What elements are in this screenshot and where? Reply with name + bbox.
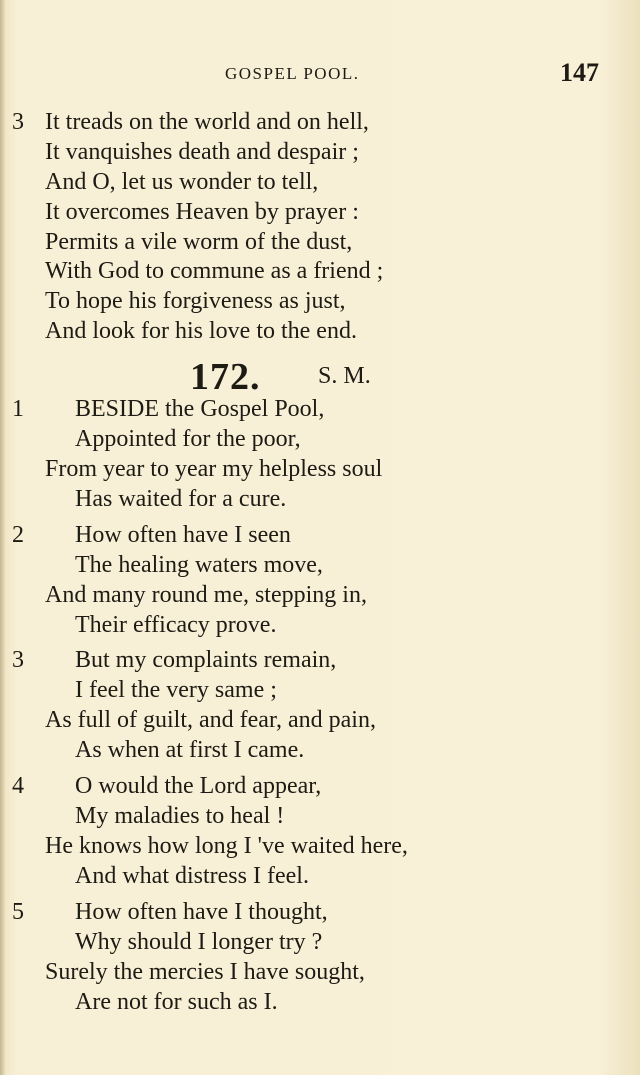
stanza-number: 3 bbox=[12, 647, 24, 673]
verse-line: It vanquishes death and despair ; bbox=[45, 139, 359, 165]
verse-line: From year to year my helpless soul bbox=[45, 456, 383, 482]
verse-line: And what distress I feel. bbox=[75, 863, 309, 889]
verse-line: My maladies to heal ! bbox=[75, 803, 285, 829]
verse-line: As full of guilt, and fear, and pain, bbox=[45, 707, 376, 733]
page-header bbox=[0, 58, 640, 88]
verse-line: 2 How often have I seen bbox=[12, 522, 291, 548]
verse-line: 4 O would the Lord appear, bbox=[12, 773, 322, 799]
verse-line: 5 How often have I thought, bbox=[12, 899, 328, 925]
hymn-number: 172. bbox=[190, 356, 261, 398]
verse-line: And O, let us wonder to tell, bbox=[45, 169, 319, 195]
verse-line: With God to commune as a friend ; bbox=[45, 258, 384, 284]
verse-line: Are not for such as I. bbox=[75, 989, 278, 1015]
stanza-number: 2 bbox=[12, 522, 24, 548]
verse-line: Why should I longer try ? bbox=[75, 929, 323, 955]
verse-line: As when at first I came. bbox=[75, 737, 305, 763]
stanza-number: 3 bbox=[12, 109, 24, 135]
verse-line: He knows how long I 've waited here, bbox=[45, 833, 408, 859]
hymn-heading bbox=[0, 355, 640, 398]
verse-line: To hope his forgiveness as just, bbox=[45, 288, 346, 314]
verse-line: Appointed for the poor, bbox=[75, 426, 301, 452]
verse-line: Permits a vile worm of the dust, bbox=[45, 229, 353, 255]
verse-line: It overcomes Heaven by prayer : bbox=[45, 199, 359, 225]
stanza-number: 1 bbox=[12, 396, 24, 422]
verse-line: I feel the very same ; bbox=[75, 677, 277, 703]
stanza-number: 4 bbox=[12, 773, 24, 799]
verse-line: Surely the mercies I have sought, bbox=[45, 959, 365, 985]
verse-line: And many round me, stepping in, bbox=[45, 582, 367, 608]
page-number: 147 bbox=[560, 58, 599, 87]
stanza-number: 5 bbox=[12, 899, 24, 925]
verse-line: 3 It treads on the world and on hell, bbox=[12, 109, 369, 135]
verse-line: Has waited for a cure. bbox=[75, 486, 287, 512]
verse-line: Their efficacy prove. bbox=[75, 612, 277, 638]
verse-line: And look for his love to the end. bbox=[45, 318, 357, 344]
running-title: GOSPEL POOL. bbox=[225, 64, 360, 83]
verse-line: 1 BESIDE the Gospel Pool, bbox=[12, 396, 325, 422]
verse-line: The healing waters move, bbox=[75, 552, 323, 578]
hymn-meter: S. M. bbox=[318, 363, 371, 389]
verse-line: 3 But my complaints remain, bbox=[12, 647, 337, 673]
